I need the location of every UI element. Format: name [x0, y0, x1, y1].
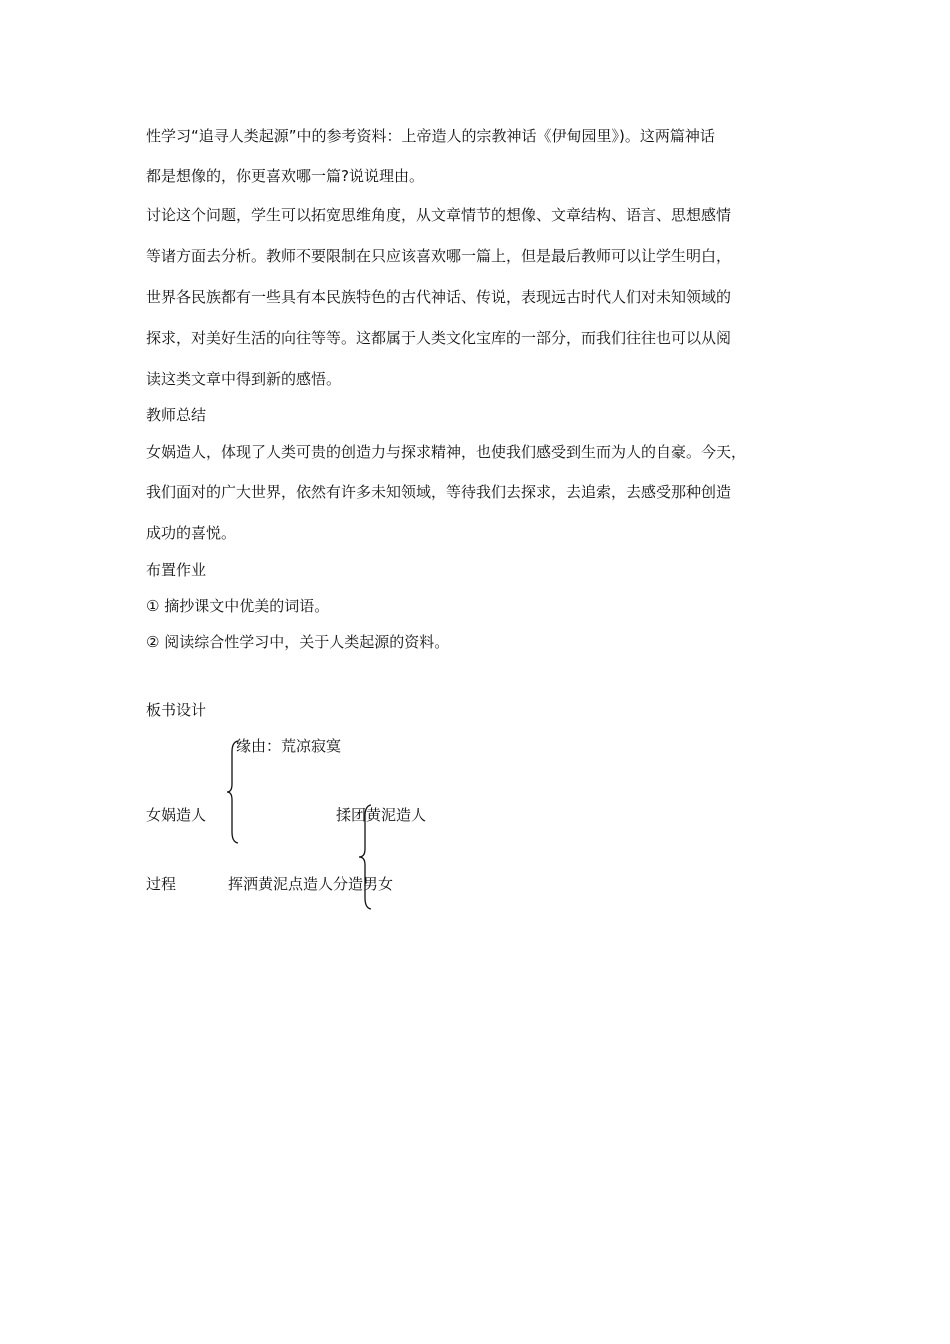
paragraph-2-line-2: 等诸方面去分析。教师不要限制在只应该喜欢哪一篇上，但是最后教师可以让学生明白，: [146, 247, 732, 265]
paragraph-2-line-5: 读这类文章中得到新的感悟。: [146, 370, 342, 388]
board-process: 过程: [146, 875, 177, 893]
board-root: 女娲造人: [146, 806, 207, 824]
board-design-heading: 板书设计: [146, 701, 207, 719]
summary-line-3: 成功的喜悦。: [146, 524, 237, 542]
left-brace-process: [358, 804, 374, 910]
summary-heading: 教师总结: [146, 406, 207, 424]
board-step-2: 挥洒黄泥点造人分造男女: [228, 875, 394, 893]
paragraph-1-line-1: 性学习“追寻人类起源”中的参考资料：上帝造人的宗教神话《伊甸园里》)。这两篇神话: [146, 127, 715, 145]
board-step-1: 揉团黄泥造人: [336, 806, 427, 824]
homework-heading: 布置作业: [146, 561, 207, 579]
homework-item-2: ② 阅读综合性学习中，关于人类起源的资料。: [146, 633, 450, 651]
paragraph-1-line-2: 都是想像的，你更喜欢哪一篇?说说理由。: [146, 167, 424, 185]
homework-item-1: ① 摘抄课文中优美的词语。: [146, 597, 330, 615]
left-brace-main: [226, 740, 242, 844]
summary-line-1: 女娲造人，体现了人类可贵的创造力与探求精神，也使我们感受到生而为人的自豪。今天，: [146, 443, 747, 461]
paragraph-2-line-1: 讨论这个问题，学生可以拓宽思维角度，从文章情节的想像、文章结构、语言、思想感情: [146, 206, 732, 224]
paragraph-2-line-4: 探求，对美好生活的向往等等。这都属于人类文化宝库的一部分，而我们往往也可以从阅: [146, 329, 732, 347]
board-reason: 缘由：荒凉寂寞: [236, 737, 342, 755]
summary-line-2: 我们面对的广大世界，依然有许多未知领域，等待我们去探求，去追索，去感受那种创造: [146, 483, 732, 501]
paragraph-2-line-3: 世界各民族都有一些具有本民族特色的古代神话、传说，表现远古时代人们对未知领域的: [146, 288, 732, 306]
